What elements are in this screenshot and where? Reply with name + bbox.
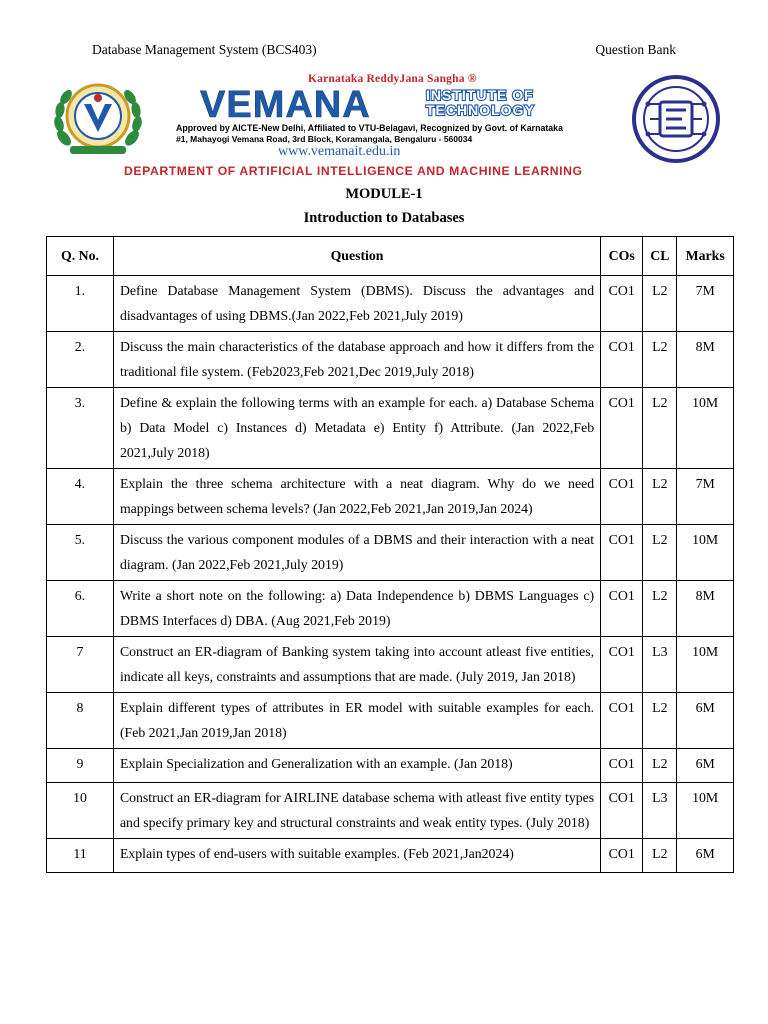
table-row [47, 469, 734, 525]
department-name: DEPARTMENT OF ARTIFICIAL INTELLIGENCE AND MACHINE LEARNING [124, 164, 583, 178]
course-outcome: CO1 [601, 469, 643, 525]
cognitive-level: L2 [643, 693, 677, 749]
website-link: www.vemanait.edu.in [278, 144, 401, 159]
table-row [47, 581, 734, 637]
course-outcome: CO1 [601, 637, 643, 693]
table-row [47, 388, 734, 469]
table-row [47, 839, 734, 873]
table-row [47, 332, 734, 388]
cognitive-level: L2 [643, 332, 677, 388]
question-text: Discuss the main characteristics of the database approach and how it differs from the traditional file system. (Feb2023,Feb 2021,Dec 2019,July 2018) [113, 332, 600, 388]
marks: 6M [677, 749, 734, 783]
course-outcome: CO1 [601, 693, 643, 749]
marks: 8M [677, 581, 734, 637]
question-text: Explain different types of attributes in ER model with suitable examples for each. (Feb 2021,Jan 2019,Jan 2018) [113, 693, 600, 749]
marks: 6M [677, 839, 734, 873]
marks: 10M [677, 525, 734, 581]
marks: 10M [677, 388, 734, 469]
cognitive-level: L2 [643, 276, 677, 332]
cognitive-level: L2 [643, 469, 677, 525]
institute-name: VEMANA [200, 84, 371, 126]
course-outcome: CO1 [601, 839, 643, 873]
table-row [47, 749, 734, 783]
question-number: 5. [47, 525, 114, 581]
question-number: 1. [47, 276, 114, 332]
cognitive-level: L2 [643, 749, 677, 783]
cognitive-level: L3 [643, 783, 677, 839]
table-row [47, 525, 734, 581]
course-outcome: CO1 [601, 332, 643, 388]
marks: 7M [677, 276, 734, 332]
question-text: Explain Specialization and Generalization with an example. (Jan 2018) [113, 749, 600, 783]
table-row [47, 783, 734, 839]
institute-banner [46, 72, 732, 180]
running-header [92, 42, 676, 60]
table-row [47, 693, 734, 749]
question-text: Define & explain the following terms with an example for each. a) Database Schema b) Data Model c) Instances d) Metadata e) Entity f) Attribute. (Jan 2022,Feb 2021,July 2018) [113, 388, 600, 469]
question-number: 7 [47, 637, 114, 693]
question-number: 11 [47, 839, 114, 873]
table-header-row [47, 237, 734, 276]
address-line: #1, Mahayogi Vemana Road, 3rd Block, Koramangala, Bengaluru - 560034 [176, 134, 473, 144]
department-logo-icon [620, 74, 732, 164]
header-marks: Marks [677, 237, 734, 276]
question-number: 2. [47, 332, 114, 388]
cognitive-level: L2 [643, 388, 677, 469]
question-number: 3. [47, 388, 114, 469]
course-outcome: CO1 [601, 276, 643, 332]
marks: 7M [677, 469, 734, 525]
table-row [47, 276, 734, 332]
question-table [46, 236, 734, 873]
question-text: Write a short note on the following: a) Data Independence b) DBMS Languages c) DBMS Interfaces d) DBA. (Aug 2021,Feb 2019) [113, 581, 600, 637]
question-text: Discuss the various component modules of a DBMS and their interaction with a neat diagram. (Jan 2022,Feb 2021,July 2019) [113, 525, 600, 581]
document-type: Question Bank [595, 42, 676, 57]
table-row [47, 637, 734, 693]
course-outcome: CO1 [601, 783, 643, 839]
module-title: MODULE-1 [345, 186, 423, 202]
marks: 10M [677, 637, 734, 693]
course-outcome: CO1 [601, 749, 643, 783]
header-question: Question [113, 237, 600, 276]
institute-line-1: INSTITUTE OF [426, 87, 534, 103]
sangha-name: Karnataka ReddyJana Sangha ® [308, 73, 477, 85]
institute-line-2: TECHNOLOGY [426, 102, 535, 118]
cognitive-level: L2 [643, 581, 677, 637]
question-text: Define Database Management System (DBMS). Discuss the advantages and disadvantages of using DBMS.(Jan 2022,Feb 2021,July 2019) [113, 276, 600, 332]
course-title: Database Management System (BCS403) [92, 42, 317, 57]
question-number: 8 [47, 693, 114, 749]
approval-line: Approved by AICTE-New Delhi, Affiliated to VTU-Belagavi, Recognized by Govt. of Karnataka [176, 123, 563, 133]
cognitive-level: L2 [643, 839, 677, 873]
question-text: Construct an ER-diagram of Banking system taking into account atleast five entities, indicate all keys, constraints and assumptions that are made. (July 2019, Jan 2018) [113, 637, 600, 693]
header-qno: Q. No. [47, 237, 114, 276]
question-number: 10 [47, 783, 114, 839]
marks: 10M [677, 783, 734, 839]
course-outcome: CO1 [601, 525, 643, 581]
question-number: 9 [47, 749, 114, 783]
marks: 8M [677, 332, 734, 388]
institute-brand [168, 72, 618, 162]
question-text: Explain the three schema architecture with a neat diagram. Why do we need mappings between schema levels? (Jan 2022,Feb 2021,Jan 2019,Jan 2024) [113, 469, 600, 525]
header-cl: CL [643, 237, 677, 276]
cognitive-level: L3 [643, 637, 677, 693]
marks: 6M [677, 693, 734, 749]
institute-seal-icon [50, 76, 146, 160]
course-outcome: CO1 [601, 581, 643, 637]
module-subtitle: Introduction to Databases [303, 210, 465, 226]
cognitive-level: L2 [643, 525, 677, 581]
question-text: Construct an ER-diagram for AIRLINE database schema with atleast five entity types and specify primary key and structural constraints and weak entity types. (July 2018) [113, 783, 600, 839]
header-cos: COs [601, 237, 643, 276]
question-number: 6. [47, 581, 114, 637]
question-number: 4. [47, 469, 114, 525]
question-text: Explain types of end-users with suitable examples. (Feb 2021,Jan2024) [113, 839, 600, 873]
course-outcome: CO1 [601, 388, 643, 469]
